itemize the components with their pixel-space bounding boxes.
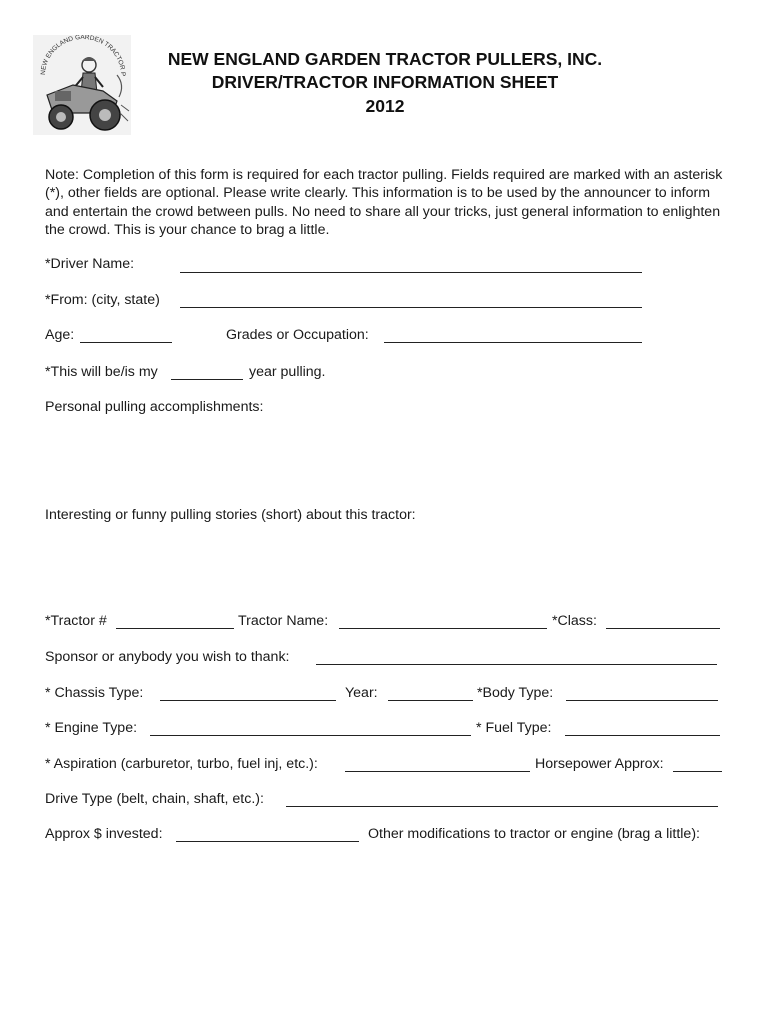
tractor-name-label: Tractor Name: <box>238 613 329 629</box>
body-type-field[interactable] <box>566 699 718 701</box>
accomplishments-label: Personal pulling accomplishments: <box>45 399 264 415</box>
tractor-number-label: *Tractor # <box>45 613 107 629</box>
class-field[interactable] <box>606 627 720 629</box>
fuel-type-label: * Fuel Type: <box>476 720 552 736</box>
horsepower-label: Horsepower Approx: <box>535 756 664 772</box>
sponsor-label: Sponsor or anybody you wish to thank: <box>45 649 290 665</box>
aspiration-field[interactable] <box>345 770 530 772</box>
grades-field[interactable] <box>384 341 642 343</box>
logo-arc-text: NEW ENGLAND GARDEN TRACTOR P <box>39 35 127 77</box>
year-pulling-suffix: year pulling. <box>249 364 326 380</box>
drive-type-field[interactable] <box>286 805 718 807</box>
grades-label: Grades or Occupation: <box>226 327 369 343</box>
year-pulling-prefix: *This will be/is my <box>45 364 158 380</box>
invested-field[interactable] <box>176 840 359 842</box>
age-field[interactable] <box>80 341 172 343</box>
horsepower-field[interactable] <box>673 770 722 772</box>
engine-type-label: * Engine Type: <box>45 720 138 736</box>
driver-name-label: *Driver Name: <box>45 256 135 272</box>
class-label: *Class: <box>552 613 597 629</box>
aspiration-label: * Aspiration (carburetor, turbo, fuel inj, etc.): <box>45 756 318 772</box>
age-label: Age: <box>45 327 75 343</box>
tractor-name-field[interactable] <box>339 627 547 629</box>
year-pulling-field[interactable] <box>171 378 243 380</box>
body-type-label: *Body Type: <box>477 685 554 701</box>
from-field[interactable] <box>180 306 642 308</box>
instructions-note: Note: Completion of this form is required for each tractor pulling. Fields required are marked with an asterisk (*), other fields are optional. Please write clearly. This information is to be used by the announcer to inform and entertain the crowd between pulls. No need to share all your tricks, just general information to enlighten the crowd. This is your chance to brag a little. <box>45 167 723 238</box>
invested-label: Approx $ invested: <box>45 826 163 842</box>
modifications-label: Other modifications to tractor or engine (brag a little): <box>368 826 700 842</box>
org-title: NEW ENGLAND GARDEN TRACTOR PULLERS, INC. <box>167 49 603 69</box>
stories-label: Interesting or funny pulling stories (short) about this tractor: <box>45 507 416 523</box>
form-title: DRIVER/TRACTOR INFORMATION SHEET <box>211 72 559 92</box>
engine-type-field[interactable] <box>150 734 471 736</box>
driver-name-field[interactable] <box>180 271 642 273</box>
chassis-type-field[interactable] <box>160 699 336 701</box>
chassis-type-label: * Chassis Type: <box>45 685 144 701</box>
tractor-number-field[interactable] <box>116 627 234 629</box>
fuel-type-field[interactable] <box>565 734 720 736</box>
drive-type-label: Drive Type (belt, chain, shaft, etc.): <box>45 791 264 807</box>
year-label: Year: <box>345 685 378 701</box>
year-field[interactable] <box>388 699 473 701</box>
sponsor-field[interactable] <box>316 663 717 665</box>
from-label: *From: (city, state) <box>45 292 160 308</box>
form-year: 2012 <box>365 96 405 116</box>
